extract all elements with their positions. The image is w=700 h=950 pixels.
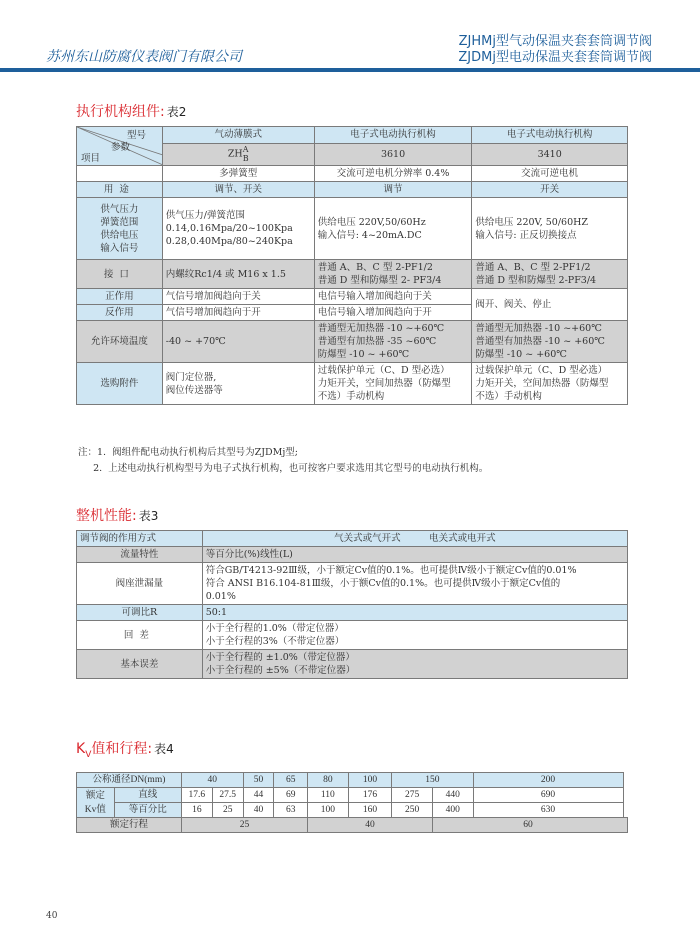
interface-3610 xyxy=(314,260,472,289)
model-zh xyxy=(162,143,314,165)
linear-value: 440 xyxy=(432,788,473,803)
eqp-value: 630 xyxy=(473,803,623,818)
rangeability-label: 可调比R xyxy=(77,605,203,621)
hysteresis-value xyxy=(202,621,627,650)
reverse-action-label: 反作用 xyxy=(77,305,163,321)
basic-error-line: 小于全行程的 ±5%（不带定位器） xyxy=(205,665,356,676)
table-label: 表4 xyxy=(154,742,174,756)
leakage-line: 符合GB/T4213-92Ⅲ级，小于额定Cv值的0.1%。也可提供Ⅳ级小于额定Cv值的0.01% xyxy=(205,565,577,576)
ambient-label: 允许环境温度 xyxy=(77,321,163,363)
supply-pneumatic xyxy=(162,198,314,260)
header-divider xyxy=(0,68,700,72)
eqp-value: 63 xyxy=(274,803,308,818)
accessories-3610-line: 力矩开关，空间加热器（防爆型 xyxy=(317,378,451,389)
supply-label xyxy=(77,198,163,260)
reverse-action-3610: 电信号输入增加阀趋向于开 xyxy=(314,305,472,321)
interface-3410-line: 普通 A、B、C 型 2-PF1/2 xyxy=(475,262,591,273)
linear-value: 17.6 xyxy=(181,788,212,803)
reverse-action-pneumatic: 气信号增加阀趋向于开 xyxy=(162,305,314,321)
direct-action-label: 正作用 xyxy=(77,289,163,305)
section-title-text: 执行机构组件: xyxy=(76,104,165,120)
dn-label: 公称通径DN(mm) xyxy=(77,773,182,788)
performance-table xyxy=(76,530,628,679)
hysteresis-line: 小于全行程的3%（不带定位器） xyxy=(205,636,345,647)
linear-value: 44 xyxy=(243,788,274,803)
dn-value: 40 xyxy=(181,773,243,788)
page-number: 40 xyxy=(46,911,58,921)
basic-error-line: 小于全行程的 ±1.0%（带定位器） xyxy=(205,652,355,663)
hysteresis-line: 小于全行程的1.0%（带定位器） xyxy=(205,623,344,634)
perf-header-value: 气关式或气开式 电关式或电开式 xyxy=(202,531,627,547)
model-zh-b: B xyxy=(242,154,249,164)
accessories-3410-line: 力矩开关，空间加热器（防爆型 xyxy=(475,378,609,389)
linear-value: 27.5 xyxy=(212,788,243,803)
table-notes xyxy=(78,445,488,477)
usage-3410: 开关 xyxy=(472,182,628,198)
dn-value: 50 xyxy=(243,773,274,788)
note-line: 2. 上述电动执行机构型号为电子式执行机构，也可按客户要求选用其它型号的电动执行机构。 xyxy=(78,463,489,474)
section-title-kv xyxy=(76,738,174,760)
accessories-3410-line: 过载保护单元（C、D 型必选） xyxy=(475,365,608,376)
interface-label: 接口 xyxy=(77,260,163,289)
hysteresis-label: 回差 xyxy=(77,621,203,650)
dn-value: 80 xyxy=(308,773,349,788)
stroke-value: 25 xyxy=(181,818,307,833)
section-title-text: 整机性能: xyxy=(76,508,137,524)
interface-3610-line: 普通 A、B、C 型 2-PF1/2 xyxy=(317,262,433,273)
supply-3410-line: 供给电压 220V, 50/60HZ xyxy=(475,216,589,228)
flow-char-value: 等百分比(%)线性(L) xyxy=(202,547,627,563)
interface-3410-line: 普通 D 型和防爆型 2-PF3/4 xyxy=(475,275,597,286)
supply-3610-line: 供给电压 220V,50/60Hz xyxy=(317,216,426,228)
kv-title-rest: 值和行程: xyxy=(91,741,153,757)
ambient-3410-line: 普通型无加热器 -10 ~+60℃ xyxy=(475,323,602,334)
leakage-value xyxy=(202,563,627,605)
supply-pneumatic-line: 供气压力/弹簧范围 xyxy=(165,210,245,221)
ambient-3610-line: 防爆型 -10 ~ +60℃ xyxy=(317,349,410,360)
diag-label-model: 型号 xyxy=(127,130,147,141)
supply-label-line: 供气压力 xyxy=(100,203,139,215)
accessories-label: 选购附件 xyxy=(77,363,163,405)
eqp-value: 25 xyxy=(212,803,243,818)
linear-value: 275 xyxy=(392,788,433,803)
supply-label-line: 供给电压 xyxy=(100,229,139,241)
leakage-line: 符合 ANSI B16.104-81Ⅲ级，小于额Cv值的0.1%。也可提供Ⅳ级小于额定Cv值的 xyxy=(205,578,561,589)
model-zh-a: A xyxy=(242,145,249,155)
accessories-3610 xyxy=(314,363,472,405)
linear-value: 69 xyxy=(274,788,308,803)
accessories-3410 xyxy=(472,363,628,405)
eqp-label: 等百分比 xyxy=(114,803,181,818)
accessories-3610-line: 不选）手动机构 xyxy=(317,391,385,402)
diagonal-header-cell xyxy=(77,127,163,166)
stroke-spacer xyxy=(623,818,628,833)
dn-value: 65 xyxy=(274,773,308,788)
supply-3610 xyxy=(314,198,472,260)
supply-label-line: 弹簧范围 xyxy=(100,216,139,228)
supply-3410-line: 输入信号: 正反切换接点 xyxy=(475,229,577,241)
linear-value: 690 xyxy=(473,788,623,803)
eqp-value: 160 xyxy=(348,803,392,818)
kv-stroke-table xyxy=(76,772,628,833)
interface-3610-line: 普通 D 型和防爆型 2- PF3/4 xyxy=(317,275,442,286)
eqp-value: 100 xyxy=(308,803,349,818)
direct-action-3610: 电信号输入增加阀趋向于关 xyxy=(314,289,472,305)
kv-title-k: K xyxy=(76,741,86,757)
diag-label-item: 项目 xyxy=(81,153,101,164)
product-title-line2: ZJDMj型电动保温夹套套筒调节阀 xyxy=(458,50,652,65)
accessories-3610-line: 过载保护单元（C、D 型必选） xyxy=(317,365,450,376)
col-header-electric-2: 电子式电动执行机构 xyxy=(472,127,628,144)
ambient-3610-line: 普通型有加热器 -35 ~60℃ xyxy=(317,336,437,347)
accessories-pneumatic xyxy=(162,363,314,405)
leakage-label: 阀座泄漏量 xyxy=(77,563,203,605)
perf-header-label: 调节阀的作用方式 xyxy=(77,531,203,547)
supply-pneumatic-line: 0.14,0.16Mpa/20~100Kpa xyxy=(165,223,293,234)
supply-pneumatic-line: 0.28,0.40Mpa/80~240Kpa xyxy=(165,236,293,247)
spring-3610: 交流可逆电机分辨率 0.4% xyxy=(314,166,472,182)
dn-value: 200 xyxy=(473,773,623,788)
accessories-pneumatic-line: 阀门定位器, xyxy=(165,371,217,383)
action-3410: 阀开、阀关、停止 xyxy=(472,289,628,321)
col-header-pneumatic: 气动薄膜式 xyxy=(162,127,314,144)
dn-value: 100 xyxy=(348,773,392,788)
rangeability-value: 50:1 xyxy=(202,605,627,621)
section-title-actuator xyxy=(76,101,186,121)
basic-error-value xyxy=(202,650,627,679)
table-label: 表3 xyxy=(138,509,159,523)
basic-error-label: 基本误差 xyxy=(77,650,203,679)
product-title-line1: ZJHMj型气动保温夹套套筒调节阀 xyxy=(458,34,652,49)
dn-value: 150 xyxy=(392,773,473,788)
linear-value: 176 xyxy=(348,788,392,803)
ambient-pneumatic: -40 ~ +70℃ xyxy=(162,321,314,363)
model-3610: 3610 xyxy=(314,143,472,165)
interface-pneumatic: 内螺纹Rc1/4 或 M16 x 1.5 xyxy=(162,260,314,289)
linear-label: 直线 xyxy=(114,788,181,803)
supply-label-line: 输入信号 xyxy=(100,242,139,254)
supply-3610-line: 输入信号: 4~20mA.DC xyxy=(317,229,422,241)
ambient-3410-line: 普通型有加热器 -10 ~ +60℃ xyxy=(475,336,605,347)
kv-label xyxy=(77,788,115,818)
eqp-value: 400 xyxy=(432,803,473,818)
spring-pneumatic: 多弹簧型 xyxy=(162,166,314,182)
actuator-table xyxy=(76,126,628,405)
accessories-pneumatic-line: 阀位传送器等 xyxy=(165,384,223,396)
model-3410: 3410 xyxy=(472,143,628,165)
flow-char-label: 流量特性 xyxy=(77,547,203,563)
direct-action-pneumatic: 气信号增加阀趋向于关 xyxy=(162,289,314,305)
stroke-value: 60 xyxy=(432,818,623,833)
usage-label: 用途 xyxy=(77,182,163,198)
diag-label-param: 参数 xyxy=(111,142,131,153)
table-label: 表2 xyxy=(166,105,187,119)
ambient-3410-line: 防爆型 -10 ~ +60℃ xyxy=(475,349,567,360)
interface-3410 xyxy=(472,260,628,289)
kv-label-line: 额定 xyxy=(85,790,105,801)
ambient-3610 xyxy=(314,321,472,363)
usage-pneumatic: 调节、开关 xyxy=(162,182,314,198)
ambient-3410 xyxy=(472,321,628,363)
col-header-electric-1: 电子式电动执行机构 xyxy=(314,127,472,144)
leakage-line: 0.01% xyxy=(205,591,236,602)
eqp-value: 40 xyxy=(243,803,274,818)
note-line: 注：1. 阀组件配电动执行机构后其型号为ZJDMj型; xyxy=(78,447,299,458)
stroke-value: 40 xyxy=(308,818,433,833)
usage-3610: 调节 xyxy=(314,182,472,198)
supply-3410 xyxy=(472,198,628,260)
eqp-value: 16 xyxy=(181,803,212,818)
ambient-3610-line: 普通型无加热器 -10 ~+60℃ xyxy=(317,323,445,334)
eqp-value: 250 xyxy=(392,803,433,818)
spring-3410: 交流可逆电机 xyxy=(472,166,628,182)
company-name: 苏州东山防腐仪表阀门有限公司 xyxy=(46,49,242,65)
model-zh-base: ZH xyxy=(227,148,243,160)
kv-label-line: Kv值 xyxy=(84,804,106,815)
kv-title-sub: V xyxy=(85,749,92,760)
section-title-performance xyxy=(76,505,158,525)
linear-value: 110 xyxy=(308,788,349,803)
stroke-label: 额定行程 xyxy=(77,818,182,833)
accessories-3410-line: 不选）手动机构 xyxy=(475,391,542,402)
blank-cell xyxy=(77,166,163,182)
